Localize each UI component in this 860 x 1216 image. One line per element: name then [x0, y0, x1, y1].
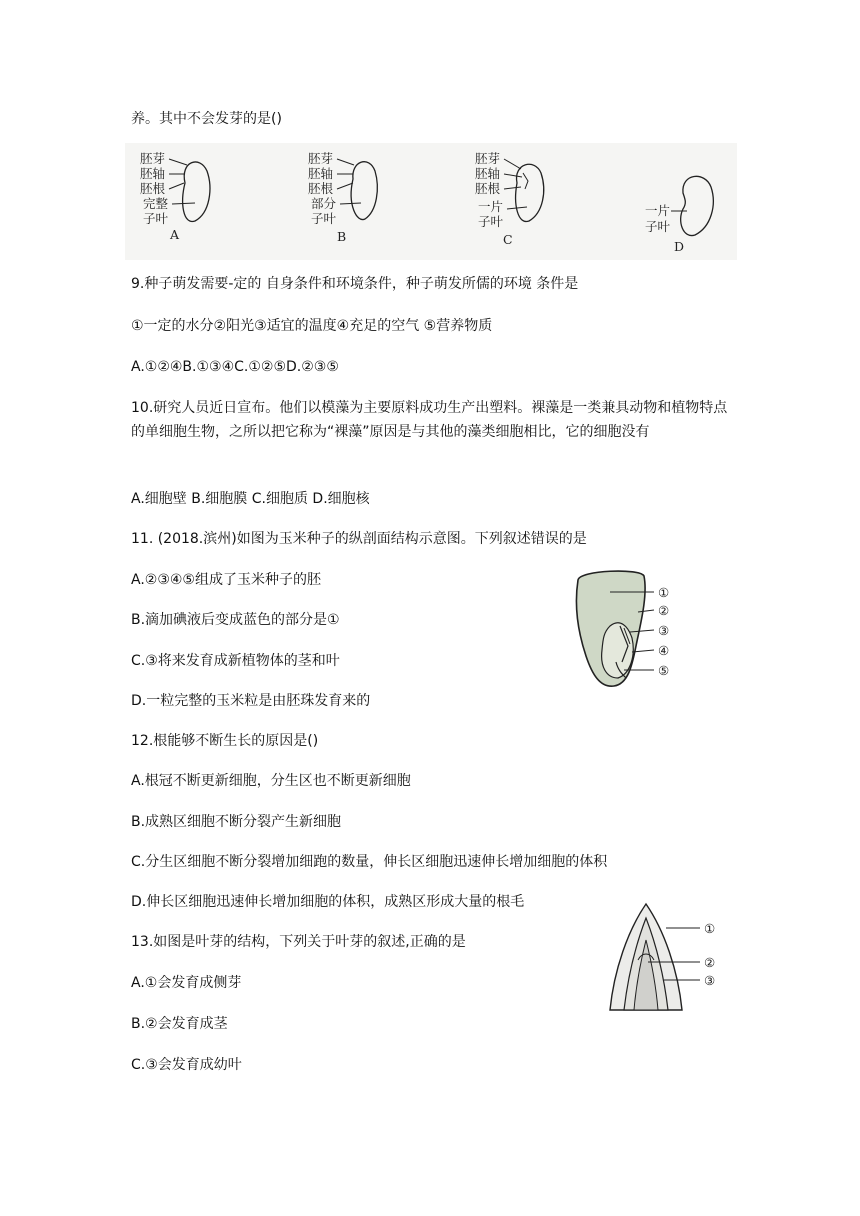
q9-items: ①一定的水分②阳光③适宜的温度④充足的空气 ⑤营养物质 — [131, 318, 493, 334]
corn-seed-figure — [570, 566, 692, 692]
q12-option-b: B.成熟区细胞不断分裂产生新细胞 — [131, 814, 342, 830]
q10-options: A.细胞壁 B.细胞膜 C.细胞质 D.细胞核 — [131, 491, 370, 507]
leaf-bud-svg — [604, 900, 726, 1012]
seed-c-label-1: 胚芽 — [475, 151, 501, 166]
seed-b-label-2: 胚轴 — [308, 166, 334, 181]
bud-label-1: ① — [704, 921, 716, 936]
q11-option-c: C.③将来发育成新植物体的茎和叶 — [131, 653, 340, 669]
q11-option-d: D.一粒完整的玉米粒是由胚珠发育来的 — [131, 693, 371, 709]
seed-d-letter: D — [674, 239, 685, 254]
corn-label-1: ① — [658, 585, 670, 600]
q13-stem: 13.如图是叶芽的结构，下列关于叶芽的叙述,正确的是 — [131, 934, 466, 950]
q12-option-d: D.伸长区细胞迅速伸长增加细胞的体积，成熟区形成大量的根毛 — [131, 894, 525, 910]
seed-a-label-2: 胚轴 — [140, 166, 166, 181]
seed-structure-figure — [125, 143, 737, 260]
seed-c-label-2: 胚轴 — [475, 166, 501, 181]
seed-b-label-4: 部分 — [311, 196, 337, 211]
q13-option-c: C.③会发育成幼叶 — [131, 1057, 242, 1073]
bud-label-2: ② — [704, 955, 716, 970]
seed-c-label-4: 一片 — [478, 199, 504, 214]
seed-c-label-5: 子叶 — [478, 214, 504, 229]
corn-label-5: ⑤ — [658, 663, 670, 678]
q9-options: A.①②④B.①③④C.①②⑤D.②③⑤ — [131, 359, 339, 375]
q11-stem: 11. (2018.滨州)如图为玉米种子的纵剖面结构示意图。下列叙述错误的是 — [131, 531, 587, 547]
q11-option-a: A.②③④⑤组成了玉米种子的胚 — [131, 572, 321, 588]
question-8-tail: 养。其中不会发芽的是() — [131, 111, 282, 127]
q11-option-b: B.滴加碘液后变成蓝色的部分是① — [131, 612, 340, 628]
seed-a-label-1: 胚芽 — [140, 151, 166, 166]
seed-a-label-3: 胚根 — [140, 181, 166, 196]
corn-label-3: ③ — [658, 623, 670, 638]
leaf-bud-figure — [604, 900, 726, 1012]
seed-figure-svg — [125, 143, 737, 260]
seed-d — [645, 176, 713, 254]
seed-b-label-3: 胚根 — [308, 181, 334, 196]
seed-b-label-5: 子叶 — [311, 211, 337, 226]
q9-stem: 9.种子萌发需要-定的 自身条件和环境条件，种子萌发所儒的环境 条件是 — [131, 276, 579, 292]
seed-b — [308, 151, 377, 244]
corn-seed-svg — [570, 566, 692, 692]
seed-a-label-5: 子叶 — [143, 211, 169, 226]
corn-label-2: ② — [658, 603, 670, 618]
seed-b-label-1: 胚芽 — [308, 151, 334, 166]
corn-label-4: ④ — [658, 643, 670, 658]
seed-c-label-3: 胚根 — [475, 181, 501, 196]
seed-d-label-2: 子叶 — [645, 219, 671, 234]
q13-option-b: B.②会发育成茎 — [131, 1016, 228, 1032]
seed-a-letter: A — [170, 227, 180, 242]
seed-b-letter: B — [337, 229, 347, 244]
q10-stem: 10.研究人员近日宣布。他们以模藻为主要原料成功生产出塑料。裸藻是一类兼具动物和植物特点的单细胞生物，之所以把它称为“裸藻”原因是与其他的藻类细胞相比，它的细胞没有 — [131, 400, 728, 440]
q12-option-c: C.分生区细胞不断分裂增加细跑的数量，伸长区细胞迅速伸长增加细胞的体积 — [131, 854, 608, 870]
q12-option-a: A.根冠不断更新细胞，分生区也不断更新细胞 — [131, 773, 411, 789]
seed-c — [475, 151, 544, 247]
seed-c-letter: C — [503, 232, 513, 247]
q13-option-a: A.①会发育成侧芽 — [131, 975, 242, 991]
bud-label-3: ③ — [704, 973, 716, 988]
seed-d-label-1: 一片 — [645, 203, 671, 218]
seed-a-label-4: 完整 — [143, 196, 169, 211]
seed-a — [140, 151, 210, 242]
q12-stem: 12.根能够不断生长的原因是() — [131, 733, 319, 749]
